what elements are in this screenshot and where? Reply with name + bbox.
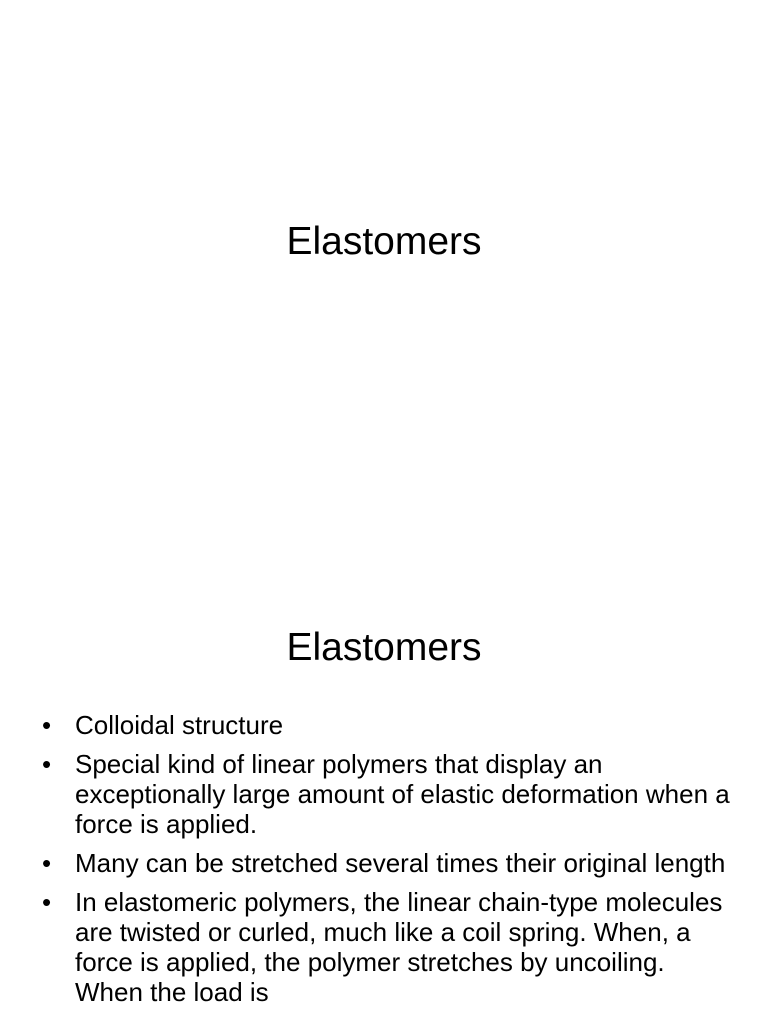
bullet-item <box>42 887 732 1007</box>
bullet-text: Special kind of linear polymers that display an exceptionally large amount of elastic deformation when a force is applied. <box>75 749 730 839</box>
bullet-item <box>42 848 732 878</box>
bullet-text: Many can be stretched several times their original length <box>75 848 726 878</box>
slide-title: Elastomers <box>286 220 482 263</box>
bullet-marker: • <box>42 749 52 779</box>
slide-title: Elastomers <box>286 626 482 669</box>
bullet-text: In elastomeric polymers, the linear chain-type molecules are twisted or curled, much like a coil spring. When, a force is applied, the polymer stretches by uncoiling. When the load is <box>75 887 723 1007</box>
bullet-item <box>42 749 732 839</box>
content-slide <box>0 576 768 1024</box>
bullet-marker: • <box>42 887 52 917</box>
bullet-marker: • <box>42 710 52 740</box>
bullet-item <box>42 710 732 740</box>
bullet-text: Colloidal structure <box>75 710 284 740</box>
bullet-marker: • <box>42 848 52 878</box>
bullet-list <box>42 710 732 1016</box>
